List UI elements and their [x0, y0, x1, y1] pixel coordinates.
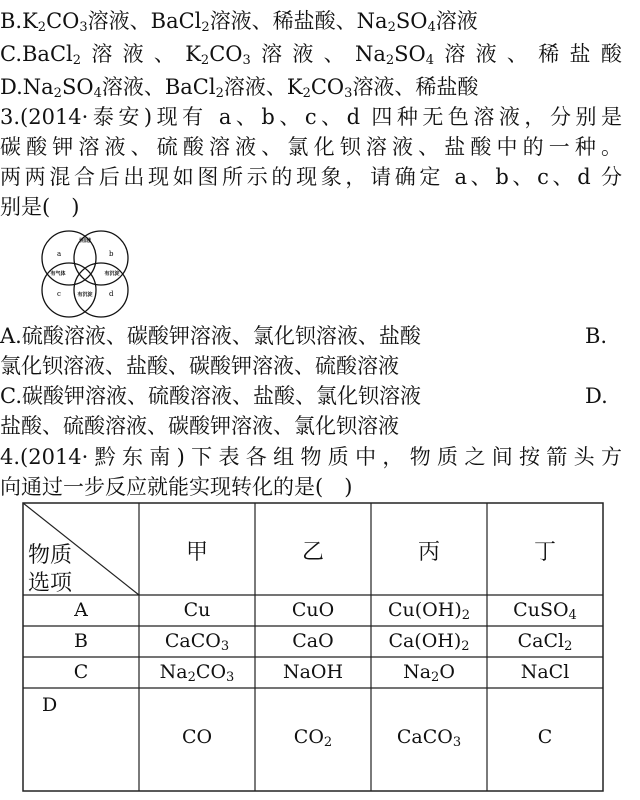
table-cell: CuSO$_4$	[513, 599, 577, 623]
table-cell: CaCO$_3$	[396, 726, 462, 750]
venn-left-label: 有气体	[50, 271, 66, 277]
table-cell: NaCl	[520, 661, 570, 683]
option-b-q2: $B.K_2CO_3$溶液、BaCl$_2$溶液、稀盐酸、$Na_2SO_4$溶液	[0, 9, 478, 35]
header-yi: 乙	[301, 540, 324, 565]
table-cell: CaCO$_3$	[164, 630, 230, 654]
circle-d	[74, 263, 128, 317]
table-cell: $Cu(OH)_2$	[387, 599, 471, 623]
corner-label-option: 选项	[28, 571, 73, 596]
table-cell: $Na_2CO_3$	[159, 661, 235, 685]
q3-option-d-label: D.	[585, 384, 608, 408]
q3-option-c: C.碳酸钾溶液、硫酸溶液、盐酸、氯化钡溶液 D.	[0, 384, 608, 408]
header-jia: 甲	[185, 540, 208, 565]
table-cell: $Na_2O$	[403, 661, 455, 685]
table-cell: $CO_2$	[293, 726, 333, 750]
q3-stem-line-3: 两两混合后出现如图所示的现象，请确定 a、b、c、d 分	[0, 165, 622, 189]
q4-stem-line-1: 4.(2014·黔东南)下表各组物质中，物质之间按箭头方	[0, 445, 622, 469]
substance-table	[22, 502, 604, 792]
table-cell: C	[537, 726, 553, 748]
table-cell: CaO	[292, 630, 334, 652]
table-cell: Cu	[183, 599, 211, 621]
venn-label-b: b	[109, 250, 114, 258]
q4-stem-line-2: 向通过一步反应就能实现转化的是( )	[0, 475, 353, 499]
venn-right-label: 有沉淀	[104, 271, 120, 277]
corner-label-substance: 物质	[28, 543, 73, 568]
row-label-d: D	[42, 694, 58, 716]
row-label-a: A	[74, 599, 88, 621]
header-ding: 丁	[533, 540, 556, 565]
q3-option-a: A.硫酸溶液、碳酸钾溶液、氯化钡溶液、盐酸 B.	[0, 324, 608, 348]
table-cell: CuO	[291, 599, 335, 621]
venn-bottom-label: 有沉淀	[77, 292, 93, 298]
option-c-q2: C.BaCl$_2$ 溶 液 、 $K_2CO_3$ 溶 液 、 $Na_2SO_4$ 溶 液 、 稀 盐 酸	[0, 42, 622, 68]
row-label-b: B	[74, 630, 88, 652]
q3-option-b-label: B.	[585, 324, 608, 348]
table-cell: CaCl$_2$	[517, 630, 573, 654]
venn-diagram	[35, 228, 135, 320]
option-d-q2: $D.Na_2SO_4$溶液、BaCl$_2$溶液、$K_2CO_3$溶液、稀盐酸	[0, 75, 479, 101]
q3-stem-line-1: 3.(2014·泰安)现有 a、b、c、d 四种无色溶液，分别是	[0, 105, 622, 129]
header-bing: 丙	[417, 540, 440, 565]
venn-top-label: 无明显现象	[79, 238, 105, 244]
venn-label-a: a	[57, 250, 62, 258]
q3-option-d: 盐酸、硫酸溶液、碳酸钾溶液、氯化钡溶液	[0, 414, 399, 438]
q3-option-b: 氯化钡溶液、盐酸、碳酸钾溶液、硫酸溶液	[0, 354, 399, 378]
venn-label-c: c	[57, 290, 61, 298]
table-cell: NaOH	[282, 661, 344, 683]
table-cell: $Ca(OH)_2$	[388, 630, 470, 654]
venn-label-d: d	[109, 290, 114, 298]
q3-stem-line-4: 别是( )	[0, 195, 80, 219]
row-label-c: C	[73, 661, 89, 683]
table-cell: CO	[181, 726, 213, 748]
q3-stem-line-2: 碳酸钾溶液、硫酸溶液、氯化钡溶液、盐酸中的一种。	[0, 135, 622, 159]
